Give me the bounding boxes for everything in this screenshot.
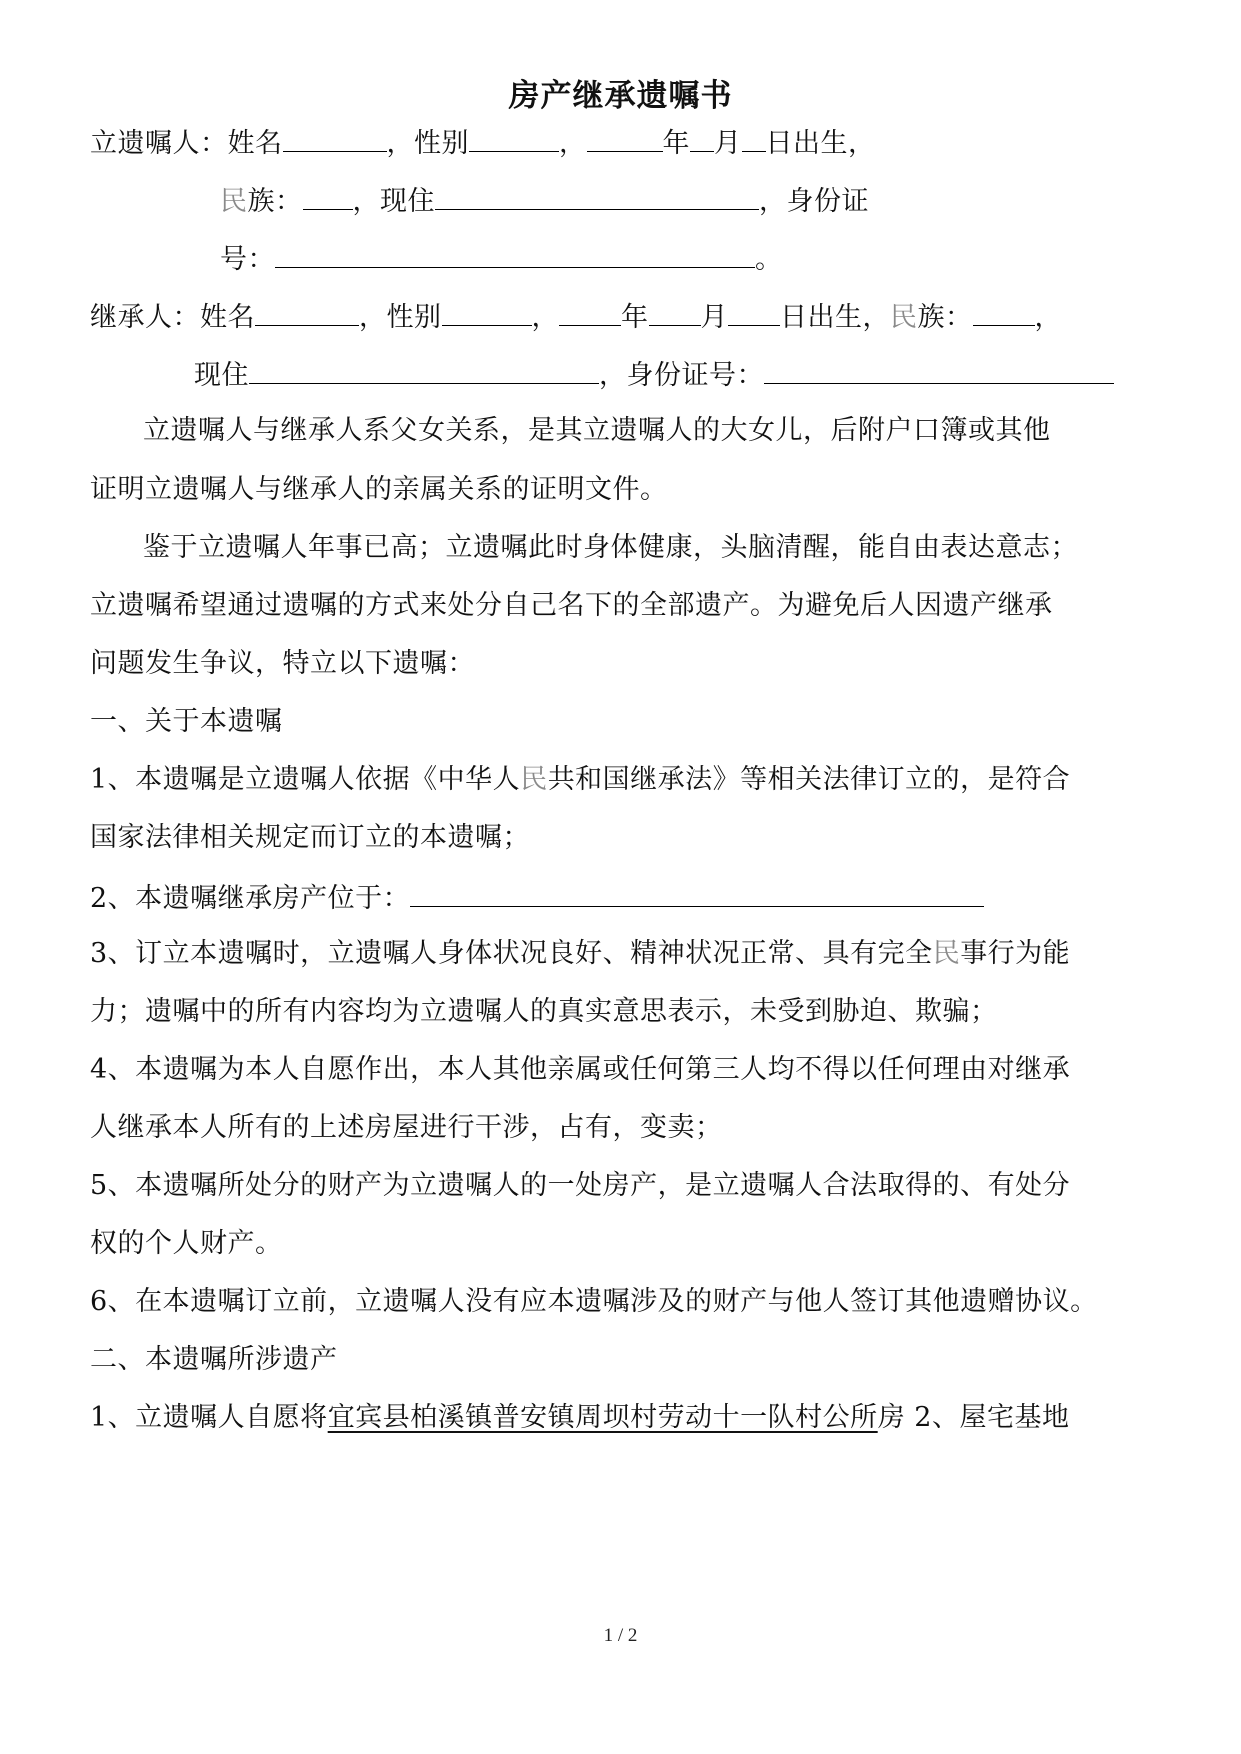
item-5-line-1: 5、本遗嘱所处分的财产为立遗嘱人的一处房产，是立遗嘱人合法取得的、有处分 xyxy=(90,1170,1071,1201)
item-1-line-2: 国家法律相关规定而订立的本遗嘱； xyxy=(90,822,530,853)
heir-month-blank[interactable] xyxy=(649,297,701,326)
gray-char: 民 xyxy=(932,938,961,969)
testator-line-2 xyxy=(220,181,869,220)
item-3-line-1 xyxy=(90,936,1070,972)
document-title: 房产继承遗嘱书 xyxy=(508,78,733,114)
paragraph-relationship-2: 证明立遗嘱人与继承人的亲属关系的证明文件。 xyxy=(90,474,668,505)
ethnic-label: 族： xyxy=(917,302,973,333)
id-label-1: ，身份证 xyxy=(759,186,869,217)
item-2-label: 2、本遗嘱继承房产位于： xyxy=(90,883,411,914)
id-label-2: 号： xyxy=(220,244,275,275)
section-heading-2: 二、本遗嘱所涉遗产 xyxy=(90,1344,338,1375)
heir-id-blank[interactable] xyxy=(764,355,1114,384)
testator-name-label: 姓名 xyxy=(227,128,283,159)
testator-sex-blank[interactable] xyxy=(469,123,559,152)
text-segment: 事行为能 xyxy=(960,938,1071,969)
period: 。 xyxy=(755,244,783,275)
heir-residence-blank[interactable] xyxy=(249,355,599,384)
ethnic-char: 民 xyxy=(890,302,918,333)
item-2 xyxy=(90,878,984,917)
heir-year-blank[interactable] xyxy=(559,297,621,326)
text-segment: 3、订立本遗嘱时，立遗嘱人身体状况良好、精神状况正常、具有完全 xyxy=(90,938,933,969)
item-3-line-2: 力；遗嘱中的所有内容均为立遗嘱人的真实意思表示，未受到胁迫、欺骗； xyxy=(90,996,998,1027)
paragraph-intent-2: 立遗嘱希望通过遗嘱的方式来处分自己名下的全部遗产。为避免后人因遗产继承 xyxy=(90,590,1053,621)
text-segment: 房 2、屋宅基地 xyxy=(877,1402,1070,1433)
heir-line-2 xyxy=(194,355,1114,394)
day-born-label: 日出生， xyxy=(780,302,890,333)
testator-month-blank[interactable] xyxy=(690,123,714,152)
testator-name-blank[interactable] xyxy=(283,123,387,152)
testator-line-3 xyxy=(220,239,783,278)
item-1-line-1 xyxy=(90,762,1070,798)
item-4-line-2: 人继承本人所有的上述房屋进行干涉，占有，变卖； xyxy=(90,1112,723,1143)
text-segment: 共和国继承法》等相关法律订立的，是符合 xyxy=(547,764,1071,795)
year-label: 年 xyxy=(662,128,690,159)
ethnic-label: 族： xyxy=(247,186,303,217)
property-location-blank[interactable] xyxy=(410,878,984,907)
heir-day-blank[interactable] xyxy=(728,297,780,326)
comma: ， xyxy=(559,128,587,159)
comma: ， xyxy=(531,302,559,333)
heir-sex-blank[interactable] xyxy=(442,297,532,326)
heir-ethnic-blank[interactable] xyxy=(973,297,1035,326)
testator-id-blank[interactable] xyxy=(275,239,755,268)
testator-residence-blank[interactable] xyxy=(435,181,759,210)
item-6: 6、在本遗嘱订立前，立遗嘱人没有应本遗嘱涉及的财产与他人签订其他遗赠协议。 xyxy=(90,1286,1098,1317)
underlined-address: 宜宾县柏溪镇普安镇周坝村劳动十一队村公所 xyxy=(327,1402,878,1433)
year-label: 年 xyxy=(621,302,649,333)
paragraph-intent-1: 鉴于立遗嘱人年事已高；立遗嘱此时身体健康，头脑清醒，能自由表达意志； xyxy=(143,532,1078,563)
text-segment: 1、本遗嘱是立遗嘱人依据《中华人 xyxy=(90,764,521,795)
heir-residence-label: 现住 xyxy=(194,360,249,391)
comma: ， xyxy=(1034,302,1062,333)
section-heading-1: 一、关于本遗嘱 xyxy=(90,706,283,737)
ethnic-char: 民 xyxy=(220,186,248,217)
heir-id-label: ，身份证号： xyxy=(599,360,764,391)
testator-ethnic-blank[interactable] xyxy=(303,181,353,210)
paragraph-intent-3: 问题发生争议，特立以下遗嘱： xyxy=(90,648,475,679)
testator-label: 立遗嘱人： xyxy=(90,128,228,159)
residence-label: ，现住 xyxy=(352,186,435,217)
heir-name-label: 姓名 xyxy=(200,302,255,333)
section-2-item-1 xyxy=(90,1400,1069,1436)
testator-line-1 xyxy=(90,123,876,162)
month-label: 月 xyxy=(714,128,742,159)
heir-line-1 xyxy=(90,297,1062,336)
testator-sex-label: ，性别 xyxy=(386,128,469,159)
testator-day-blank[interactable] xyxy=(742,123,766,152)
testator-year-blank[interactable] xyxy=(587,123,663,152)
heir-sex-label: ，性别 xyxy=(359,302,442,333)
item-4-line-1: 4、本遗嘱为本人自愿作出，本人其他亲属或任何第三人均不得以任何理由对继承 xyxy=(90,1054,1071,1085)
paragraph-relationship-1: 立遗嘱人与继承人系父女关系，是其立遗嘱人的大女儿，后附户口簿或其他 xyxy=(143,415,1051,446)
heir-name-blank[interactable] xyxy=(255,297,359,326)
heir-label: 继承人： xyxy=(90,302,200,333)
month-label: 月 xyxy=(700,302,728,333)
day-born-label: 日出生， xyxy=(765,128,876,159)
item-5-line-2: 权的个人财产。 xyxy=(90,1228,283,1259)
page-number: 1 / 2 xyxy=(603,1625,638,1646)
text-segment: 1、立遗嘱人自愿将 xyxy=(90,1402,328,1433)
gray-char: 民 xyxy=(520,764,548,795)
